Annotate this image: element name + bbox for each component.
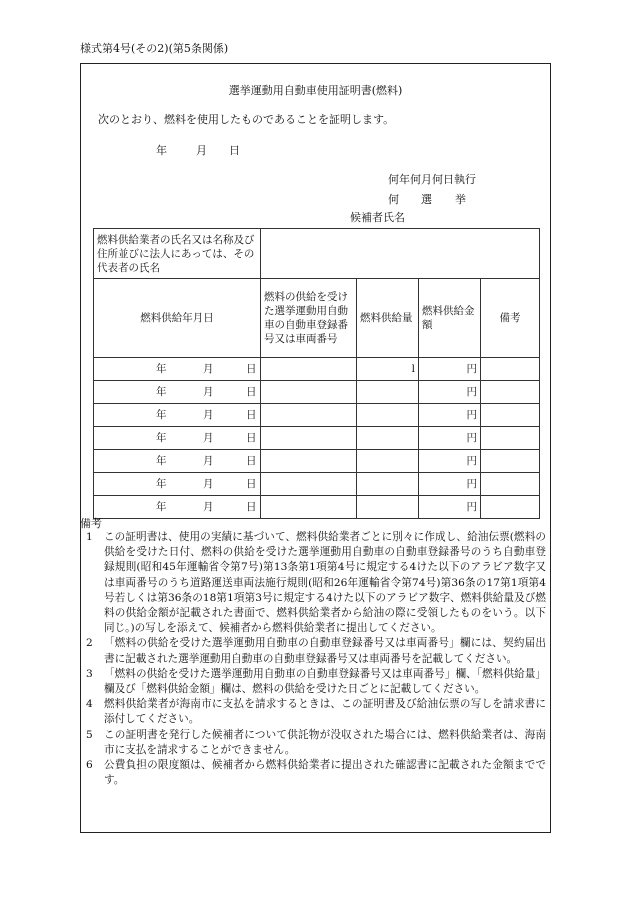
election-name-char: 挙	[455, 193, 466, 206]
registration-cell[interactable]	[261, 404, 357, 427]
registration-cell[interactable]	[261, 473, 357, 496]
table-row	[94, 381, 540, 404]
month-label: 月	[203, 478, 214, 490]
note-number: 6	[86, 759, 93, 772]
day-label: 日	[246, 478, 257, 490]
note-item	[86, 636, 546, 666]
quantity-cell[interactable]	[357, 496, 419, 519]
note-number: 3	[86, 667, 93, 680]
year-label: 年	[156, 363, 167, 375]
day-label: 日	[246, 432, 257, 444]
day-label: 日	[246, 455, 257, 467]
month-label: 月	[203, 386, 214, 398]
day-label: 日	[246, 363, 257, 375]
remarks-cell[interactable]	[481, 427, 540, 450]
year-label: 年	[156, 409, 167, 421]
registration-cell[interactable]	[261, 496, 357, 519]
supply-date-cell[interactable]	[94, 473, 261, 496]
note-item	[86, 697, 546, 727]
election-name-char: 選	[421, 193, 432, 206]
day-label: 日	[246, 409, 257, 421]
quantity-cell[interactable]	[357, 450, 419, 473]
issue-year-label: 年	[156, 144, 167, 157]
column-header-quantity: 燃料供給量	[357, 279, 419, 358]
month-label: 月	[203, 363, 214, 375]
quantity-cell[interactable]	[357, 427, 419, 450]
certification-statement: 次のとおり、燃料を使用したものであることを証明します。	[98, 113, 395, 126]
remarks-cell[interactable]	[481, 358, 540, 381]
supply-date-cell[interactable]	[94, 427, 261, 450]
month-label: 月	[203, 501, 214, 513]
year-label: 年	[156, 501, 167, 513]
quantity-cell[interactable]	[357, 473, 419, 496]
note-text: 燃料供給業者が海南市に支払を請求するときは、この証明書及び給油伝票の写しを請求書に添付してください。	[104, 698, 546, 726]
table-row	[94, 473, 540, 496]
registration-cell[interactable]	[261, 427, 357, 450]
column-header-registration: 燃料の供給を受けた選挙運動用自動車の自動車登録番号又は車両番号	[261, 279, 357, 358]
amount-cell[interactable]: 円	[419, 358, 481, 381]
quantity-cell[interactable]: l	[357, 358, 419, 381]
table-row	[94, 496, 540, 519]
note-text: 公費負担の限度額は、候補者から燃料供給業者に提出された確認書に記載された金額までです。	[104, 759, 546, 787]
day-label: 日	[246, 386, 257, 398]
amount-cell[interactable]: 円	[419, 427, 481, 450]
note-text: 「燃料の供給を受けた選挙運動用自動車の自動車登録番号又は車両番号」欄、「燃料供給量」欄及び「燃料供給金額」欄は、燃料の供給を受けた日ごとに記載してください。	[104, 667, 546, 696]
amount-cell[interactable]: 円	[419, 404, 481, 427]
notes-heading: 備考	[80, 517, 102, 530]
month-label: 月	[203, 432, 214, 444]
supply-date-cell[interactable]	[94, 404, 261, 427]
note-text: この証明書は、使用の実績に基づいて、燃料供給業者ごとに別々に作成し、給油伝票(燃料の供給を受けた日付、燃料の供給を受けた選挙運動用自動車の自動車登録番号のうち自動車登録規則(昭和45年運輸省令第7号)第13条第1項第4号に規定する4けた以下のアラビア数字又は車両番号のうち道路運送車両法施行規則(昭和26年運輸省令第74号)第36条の17第1項第4号若しくは第36条の18第1項第3号に規定する4けた以下のアラビア数字、燃料供給量及び燃料の供給金額が記載された書面で、燃料供給業者から給油の際に受領したものをいう。以下同じ。)の写しを添えて、候補者から燃料供給業者に提出してください。	[104, 531, 546, 635]
document-title: 選挙運動用自動車使用証明書(燃料)	[228, 84, 403, 97]
registration-cell[interactable]	[261, 358, 357, 381]
month-label: 月	[203, 455, 214, 467]
table-row	[94, 450, 540, 473]
registration-cell[interactable]	[261, 450, 357, 473]
quantity-cell[interactable]	[357, 381, 419, 404]
note-text: この証明書を発行した候補者について供託物が没収された場合には、燃料供給業者は、海南市に支払を請求することができません。	[104, 728, 546, 756]
election-date-line: 何年何月何日執行	[388, 173, 476, 186]
table-row	[94, 404, 540, 427]
supply-date-cell[interactable]	[94, 496, 261, 519]
amount-cell[interactable]: 円	[419, 450, 481, 473]
remarks-cell[interactable]	[481, 381, 540, 404]
note-number: 5	[86, 728, 93, 741]
column-header-amount: 燃料供給金額	[419, 279, 481, 358]
note-number: 2	[86, 637, 93, 650]
amount-cell[interactable]: 円	[419, 473, 481, 496]
quantity-cell[interactable]	[357, 404, 419, 427]
note-number: 4	[86, 698, 93, 711]
table-row	[94, 358, 540, 381]
amount-cell[interactable]: 円	[419, 381, 481, 404]
supplier-field[interactable]	[261, 229, 540, 279]
issue-day-label: 日	[229, 144, 240, 157]
year-label: 年	[156, 432, 167, 444]
note-item	[86, 728, 546, 758]
note-text: 「燃料の供給を受けた選挙運動用自動車の自動車登録番号又は車両番号」欄には、契約届出書に記載された選挙運動用自動車の自動車登録番号又は車両番号を記載してください。	[104, 637, 546, 665]
note-item	[86, 530, 546, 636]
issue-month-label: 月	[196, 144, 207, 157]
supply-date-cell[interactable]	[94, 381, 261, 404]
month-label: 月	[203, 409, 214, 421]
supply-date-cell[interactable]	[94, 358, 261, 381]
column-header-remarks: 備考	[481, 279, 540, 358]
fuel-supply-table	[93, 228, 540, 519]
remarks-cell[interactable]	[481, 404, 540, 427]
election-name-char: 何	[388, 193, 399, 206]
supplier-label: 燃料供給業者の氏名又は名称及び住所並びに法人にあっては、その代表者の氏名	[94, 229, 261, 279]
table-body	[94, 358, 540, 519]
remarks-cell[interactable]	[481, 496, 540, 519]
supply-date-cell[interactable]	[94, 450, 261, 473]
year-label: 年	[156, 478, 167, 490]
day-label: 日	[246, 501, 257, 513]
form-number: 様式第4号(その2)(第5条関係)	[80, 42, 229, 55]
year-label: 年	[156, 455, 167, 467]
remarks-cell[interactable]	[481, 450, 540, 473]
amount-cell[interactable]: 円	[419, 496, 481, 519]
note-number: 1	[86, 531, 93, 543]
note-item	[86, 758, 546, 788]
registration-cell[interactable]	[261, 381, 357, 404]
notes-list	[86, 530, 546, 788]
year-label: 年	[156, 386, 167, 398]
table-row	[94, 427, 540, 450]
note-item	[86, 667, 546, 697]
column-header-date: 燃料供給年月日	[94, 279, 261, 358]
remarks-cell[interactable]	[481, 473, 540, 496]
candidate-name-label: 候補者氏名	[350, 211, 405, 224]
